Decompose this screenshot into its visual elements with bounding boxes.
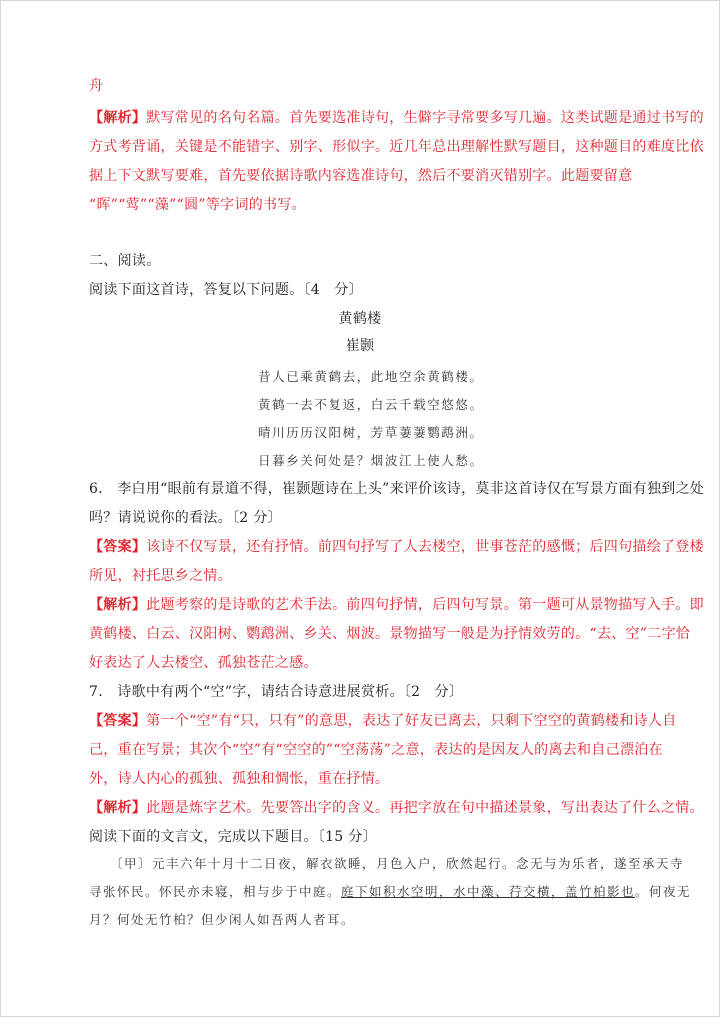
poem-line: 昔人已乘黄鹤去，此地空余黄鹤楼。 bbox=[258, 369, 484, 384]
wenyan-intro: 阅读下面的文言文，完成以下题目。〔15 分〕 bbox=[89, 829, 377, 845]
q7-answer-line: 【答案】第一个“空”有“只，只有”的意思，表达了好友已离去，只剩下空空的黄鹤楼和诗人自 bbox=[89, 713, 677, 729]
q6-answer-line: 所见，衬托思乡之情。 bbox=[89, 568, 232, 584]
poem-title: 黄鹤楼 bbox=[338, 311, 382, 327]
section-intro: 阅读下面这首诗，答复以下问题。〔4 分〕 bbox=[89, 282, 363, 298]
q7-answer-line: 外，诗人内心的孤独、孤独和惆怅，重在抒情。 bbox=[89, 771, 390, 787]
wenyan-line: 〔甲〕元丰六年十月十二日夜，解衣欲睡，月色入户，欣然起行。念无与为乐者，遂至承天寺 bbox=[110, 856, 685, 871]
q6-question-line: 6. 李白用“眼前有景道不得，崔颢题诗在上头”来评价该诗，莫非这首诗仅在写景方面有独到之处 bbox=[89, 481, 705, 497]
underlined-sentence: 庭下如积水空明，水中藻、荇交横，盖竹柏影也 bbox=[341, 884, 636, 899]
q7-question-line: 7. 诗歌中有两个“空”字，请结合诗意进展赏析。〔2 分〕 bbox=[89, 684, 464, 700]
poem-author: 崔颢 bbox=[345, 338, 375, 354]
jiexi-tag: 【解析】 bbox=[89, 800, 147, 816]
wenyan-line: 月？何处无竹柏？但少闲人如吾两人者耳。 bbox=[89, 912, 356, 927]
prev-jiexi-line: 方式考背诵，关键是不能错字、别字、形似字。近几年总出理解性默写题目，这种题目的难度比依 bbox=[89, 139, 704, 155]
q6-jiexi-line: 好表达了人去楼空、孤独苍茫之感。 bbox=[89, 655, 318, 671]
answer-tag: 【答案】 bbox=[89, 539, 147, 555]
jiexi-tag: 【解析】 bbox=[89, 110, 147, 126]
q7-jiexi-line: 【解析】此题是炼字艺术。先要答出字的含义。再把字放在句中描述景象，写出表达了什么之情。 bbox=[89, 800, 704, 816]
poem-line: 日暮乡关何处是？烟波江上使人愁。 bbox=[258, 453, 484, 468]
q6-jiexi-line: 黄鹤楼、白云、汉阳树、鹦鹉洲、乡关、烟波。景物描写一般是为抒情效劳的。“去、空”二字恰 bbox=[89, 626, 691, 642]
prev-jiexi-line: 【解析】默写常见的名句名篇。首先要选准诗句，生僻字寻常要多写几遍。这类试题是通过书写的 bbox=[89, 110, 704, 126]
wenyan-line: 寻张怀民。怀民亦未寝，相与步于中庭。庭下如积水空明，水中藻、荇交横，盖竹柏影也。何夜无 bbox=[89, 884, 692, 899]
jiexi-tag: 【解析】 bbox=[89, 597, 147, 613]
section-title: 二、阅读。 bbox=[89, 253, 161, 269]
q6-answer-line: 【答案】该诗不仅写景，还有抒情。前四句抒写了人去楼空，世事苍茫的感慨；后四句描绘了登楼 bbox=[89, 539, 704, 555]
poem-line: 黄鹤一去不复返，白云千载空悠悠。 bbox=[258, 397, 484, 412]
q7-answer-line: 己，重在写景；其次个“空”有“空空的”“空荡荡”之意，表达的是因友人的离去和自己漂泊在 bbox=[89, 742, 663, 758]
prev-jiexi-line: 据上下文默写要难，首先要依据诗歌内容选准诗句，然后不要消灭错别字。此题要留意 bbox=[89, 168, 633, 184]
prev-answer-tail: 舟 bbox=[89, 78, 104, 94]
poem-line: 晴川历历汉阳树，芳草萋萋鹦鹉洲。 bbox=[258, 425, 484, 440]
q6-jiexi-line: 【解析】此题考察的是诗歌的艺术手法。前四句抒情，后四句写景。第一题可从景物描写入手。即 bbox=[89, 597, 704, 613]
answer-tag: 【答案】 bbox=[89, 713, 147, 729]
q6-question-line: 吗？请说说你的看法。〔2 分〕 bbox=[89, 510, 282, 526]
prev-jiexi-line: “晖”“莺”“藻”“圆”等字词的书写。 bbox=[89, 197, 306, 213]
